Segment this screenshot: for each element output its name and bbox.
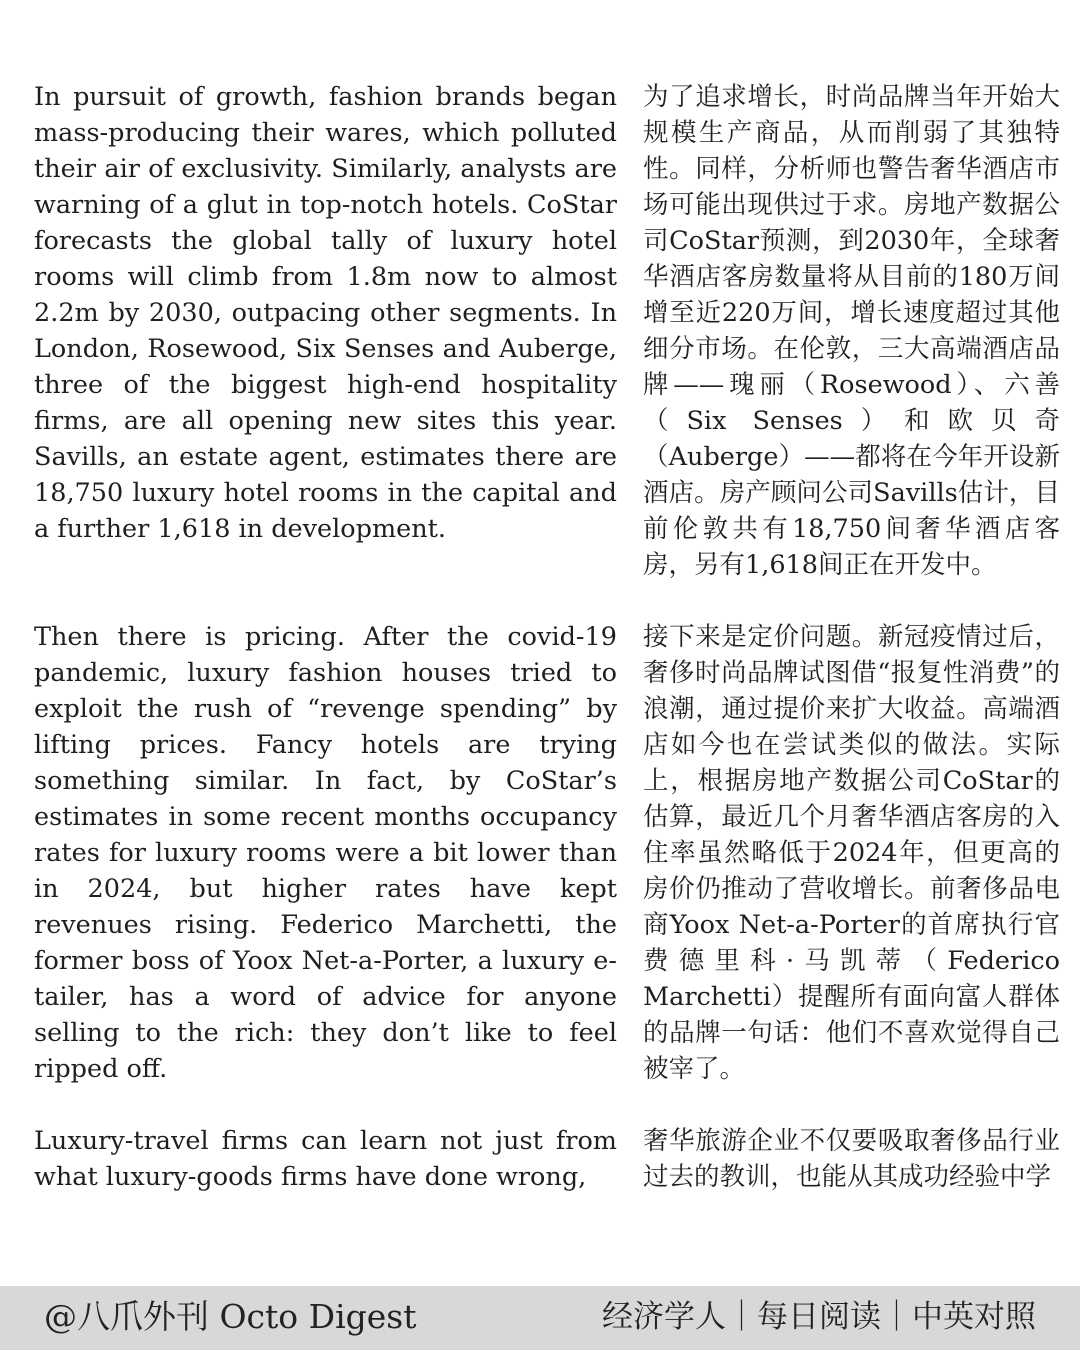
chinese-paragraph: 奢华旅游企业不仅要吸取奢侈品行业过去的教训，也能从其成功经验中学 bbox=[643, 1126, 1060, 1192]
series-tagline: 经济学人｜每日阅读｜中英对照 bbox=[602, 1299, 1036, 1335]
footer-bar bbox=[0, 1286, 1080, 1350]
english-paragraph: In pursuit of growth, fashion brands began mass-producing their wares, which polluted their air of exclusivity. Similarly, analysts are warning of a glut in top-notch hotels. CoStar forecasts the global tally of luxury hotel rooms will climb from 1.8m now to almost 2.2m by 2030, outpacing other segments. In London, Rosewood, Six Senses and Auberge, three of the biggest high-end hospitality firms, are all opening new sites this year. Savills, an estate agent, estimates there are 18,750 luxury hotel rooms in the capital and a further 1,618 in development. bbox=[34, 82, 617, 544]
english-paragraph: Then there is pricing. After the covid-19 pandemic, luxury fashion houses tried to exploit the rush of “revenge spending” by lifting prices. Fancy hotels are trying something similar. In fact, by CoStar’s estimates in some recent months occupancy rates for luxury rooms were a bit lower than in 2024, but higher rates have kept revenues rising. Federico Marchetti, the former boss of Yoox Net-a-Porter, a luxury e-tailer, has a word of advice for anyone selling to the rich: they don’t like to feel ripped off. bbox=[34, 622, 617, 1084]
account-handle: @八爪外刊 Octo Digest bbox=[44, 1297, 417, 1336]
english-paragraph: Luxury-travel firms can learn not just from what luxury-goods firms have done wrong, bbox=[34, 1126, 617, 1192]
chinese-paragraph: 为了追求增长，时尚品牌当年开始大规模生产商品，从而削弱了其独特性。同样，分析师也警告奢华酒店市场可能出现供过于求。房地产数据公司CoStar预测，到2030年，全球奢华酒店客房数量将从目前的180万间增至近220万间，增长速度超过其他细分市场。在伦敦，三大高端酒店品牌——瑰丽（Rosewood）、六善（Six Senses）和欧贝奇（Auberge）——都将在今年开设新酒店。房产顾问公司Savills估计，目前伦敦共有18,750间奢华酒店客房，另有1,618间正在开发中。 bbox=[643, 82, 1060, 580]
chinese-paragraph: 接下来是定价问题。新冠疫情过后，奢侈时尚品牌试图借“报复性消费”的浪潮，通过提价来扩大收益。高端酒店如今也在尝试类似的做法。实际上，根据房地产数据公司CoStar的估算，最近几个月奢华酒店客房的入住率虽然略低于2024年，但更高的房价仍推动了营收增长。前奢侈品电商Yoox Net-a-Porter的首席执行官费德里科·马凯蒂（Federico Marchetti）提醒所有面向富人群体的品牌一句话：他们不喜欢觉得自己被宰了。 bbox=[643, 622, 1060, 1084]
